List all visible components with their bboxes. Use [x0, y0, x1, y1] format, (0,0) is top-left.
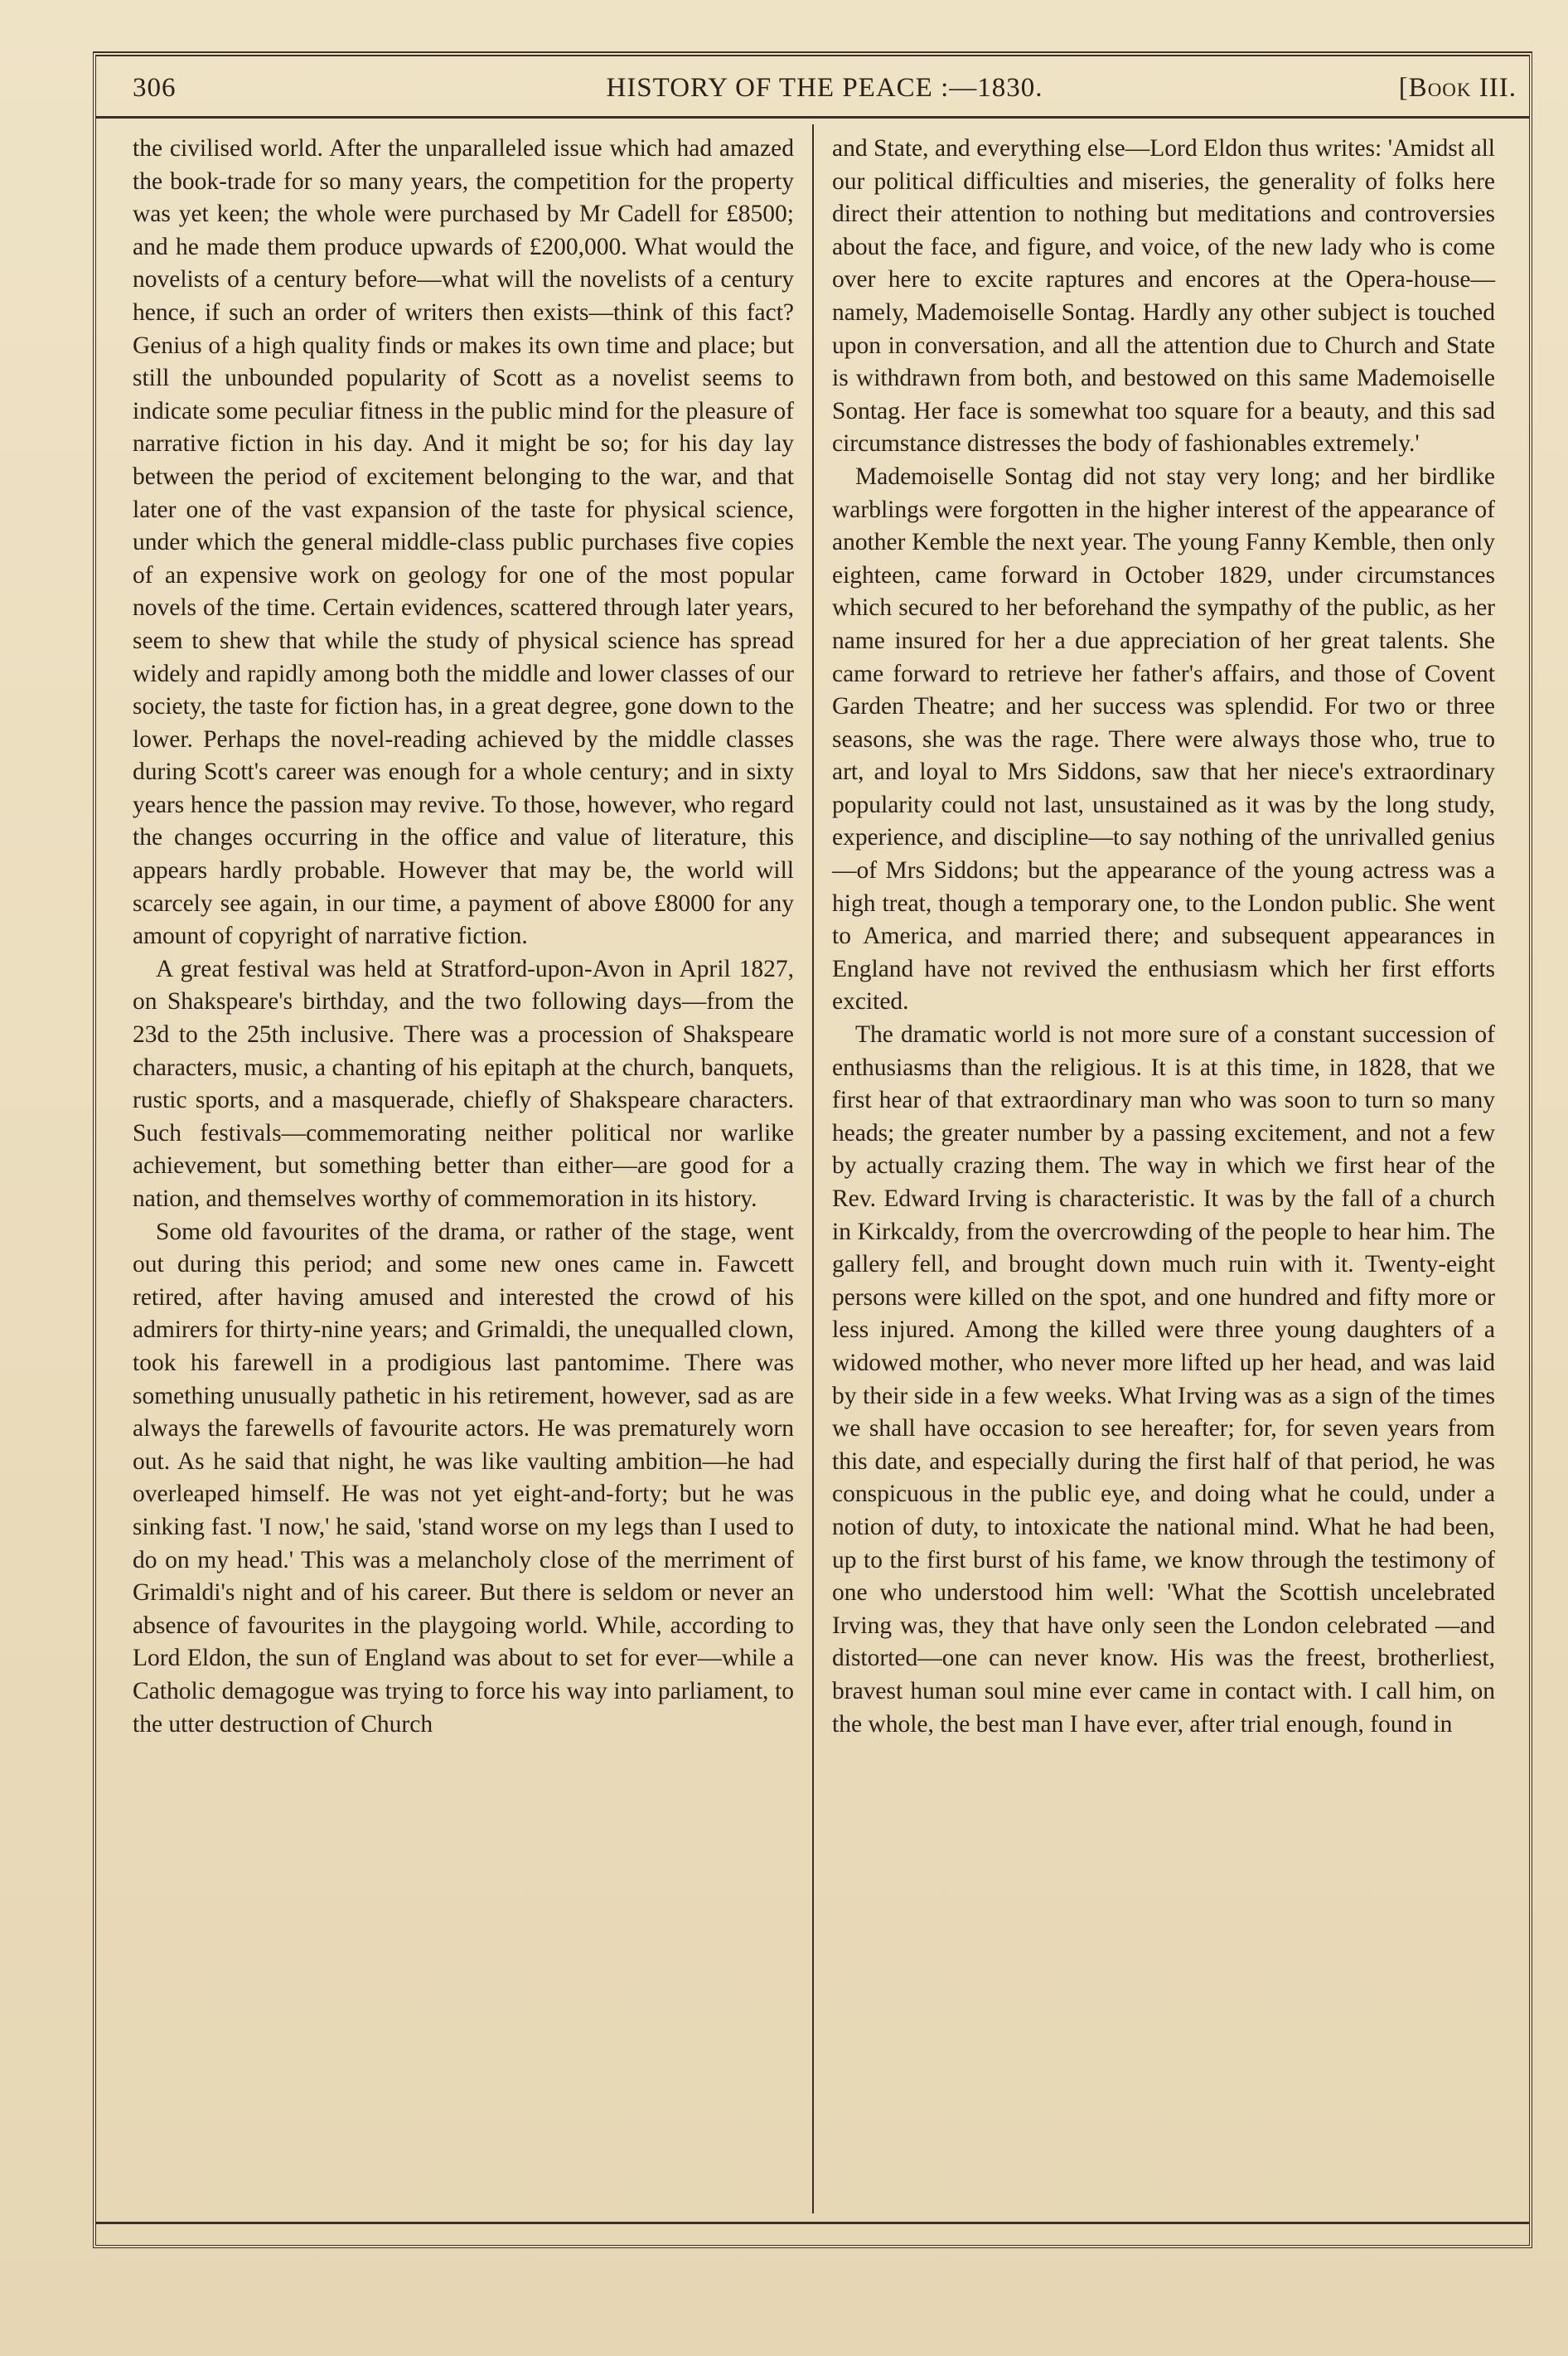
paragraph: the civilised world. After the unparalleled issue which had amazed the book-trade for so many years, the competition for the property was yet keen; the whole were purchased by Mr Cadell for £8500; and he made them produce upwards of £200,000. What would the novelists of a century before—what will the novelists of a century hence, if such an order of writers then exists—think of this fact? Genius of a high quality finds or makes its own time and place; but still the unbounded popularity of Scott as a novelist seems to indicate some peculiar fitness in the public mind for the pleasure of narrative fiction in his day. And it might be so; for his day lay between the period of excitement belonging to the war, and that later one of the vast expansion of the taste for physical science, under which the general middle-class public purchases five copies of an expensive work on geology for one of the most popular novels of the time. Certain evidences, scattered through later years, seem to shew that while the study of physical science has spread widely and rapidly among both the middle and lower classes of our society, the taste for fiction has, in a great degree, gone down to the lower. Perhaps the novel-reading achieved by the middle classes during Scott's career was enough for a whole century; and in sixty years hence the passion may revive. To those, however, who regard the changes occurring in the office and value of literature, this appears hardly probable. However that may be, the world will scarcely see again, in our time, a payment of above £8000 for any amount of copyright of narrative fiction. — [133, 135, 794, 950]
book-label: [Book III. — [1398, 73, 1517, 103]
paragraph: Mademoiselle Sontag did not stay very long; and her birdlike warblings were forgotten in the higher interest of the appearance of another Kemble the next year. The young Fanny Kemble, then only eighteen, came forward in October 1829, under circumstances which secured to her beforehand the sympathy of the public, as her name insured for her a due appreciation of her great talents. She came forward to retrieve her father's affairs, and those of Covent Garden Theatre; and her success was splendid. For two or three seasons, she was the rage. There were always those who, true to art, and loyal to Mrs Siddons, saw that her niece's extraordinary popularity could not last, unsustained as it was by the long study, experience, and discipline—to say nothing of the unrivalled genius—of Mrs Siddons; but the appearance of the young actress was a high treat, though a temporary one, to the London public. She went to America, and married there; and subsequent appearances in England have not revived the enthusiasm which her first efforts excited. — [832, 463, 1495, 1016]
paragraph: and State, and everything else—Lord Eldon thus writes: 'Amidst all our political difficulties and miseries, the generality of folks here direct their attention to nothing but meditations and controversies about the face, and figure, and voice, of the new lady who is come over here to excite raptures and encores at the Opera-house—namely, Mademoiselle Sontag. Hardly any other subject is touched upon in conversation, and all the attention due to Church and State is withdrawn from both, and bestowed on this same Mademoiselle Sontag. Her face is somewhat too square for a beauty, and this sad circumstance distresses the body of fashionables extremely.' — [832, 135, 1495, 458]
column-divider — [812, 124, 814, 2213]
running-title: HISTORY OF THE PEACE :—1830. — [606, 73, 1043, 103]
footer-rule — [96, 2222, 1529, 2224]
page-number: 306 — [133, 73, 177, 103]
left-column — [133, 133, 794, 1741]
header-rule — [96, 116, 1529, 119]
right-column — [832, 133, 1495, 1741]
running-head — [133, 73, 1517, 116]
paragraph: Some old favourites of the drama, or rather of the stage, went out during this period; and some new ones came in. Fawcett retired, after having amused and interested the crowd of his admirers for thirty-nine years; and Grimaldi, the unequalled clown, took his farewell in a prodigious last pantomime. There was something unusually pathetic in his retirement, however, sad as are always the farewells of favourite actors. He was prematurely worn out. As he said that night, he was like vaulting ambition—he had overleaped himself. He was not yet eight-and-forty; but he was sinking fast. 'I now,' he said, 'stand worse on my legs than I used to do on my head.' This was a melancholy close of the merriment of Grimaldi's night and of his career. But there is seldom or never an absence of favourites in the playgoing world. While, according to Lord Eldon, the sun of England was about to set for ever—while a Catholic demagogue was trying to force his way into parliament, to the utter destruction of Church — [133, 1218, 794, 1738]
paragraph: A great festival was held at Stratford-upon-Avon in April 1827, on Shakspeare's birthday, and the two following days—from the 23d to the 25th inclusive. There was a procession of Shakspeare characters, music, a chanting of his epitaph at the church, banquets, rustic sports, and a masquerade, chiefly of Shakspeare characters. Such festivals—commemorating neither political nor warlike achievement, but something better than either—are good for a nation, and themselves worthy of commemoration in its history. — [133, 955, 794, 1212]
paragraph: The dramatic world is not more sure of a constant succession of enthusiasms than the religious. It is at this time, in 1828, that we first hear of that extraordinary man who was soon to turn so many heads; the greater number by a passing excitement, and not a few by actually crazing them. The way in which we first hear of the Rev. Edward Irving is characteristic. It was by the fall of a church in Kirkcaldy, from the overcrowding of the people to hear him. The gallery fell, and brought down much ruin with it. Twenty-eight persons were killed on the spot, and one hundred and fifty more or less injured. Among the killed were three young daughters of a widowed mother, who never more lifted up her head, and was laid by their side in a few weeks. What Irving was as a sign of the times we shall have occasion to see hereafter; for, for seven years from this date, and especially during the first half of that period, he was conspicuous in the public eye, and doing what he could, under a notion of duty, to intoxicate the national mind. What he had been, up to the first burst of his fame, we know through the testimony of one who understood him well: 'What the Scottish uncelebrated Irving was, they that have only seen the London celebrated —and distorted—one can never know. His was the freest, brotherliest, bravest human soul mine ever came in contact with. I call him, on the whole, the best man I have ever, after trial enough, found in — [832, 1021, 1495, 1738]
